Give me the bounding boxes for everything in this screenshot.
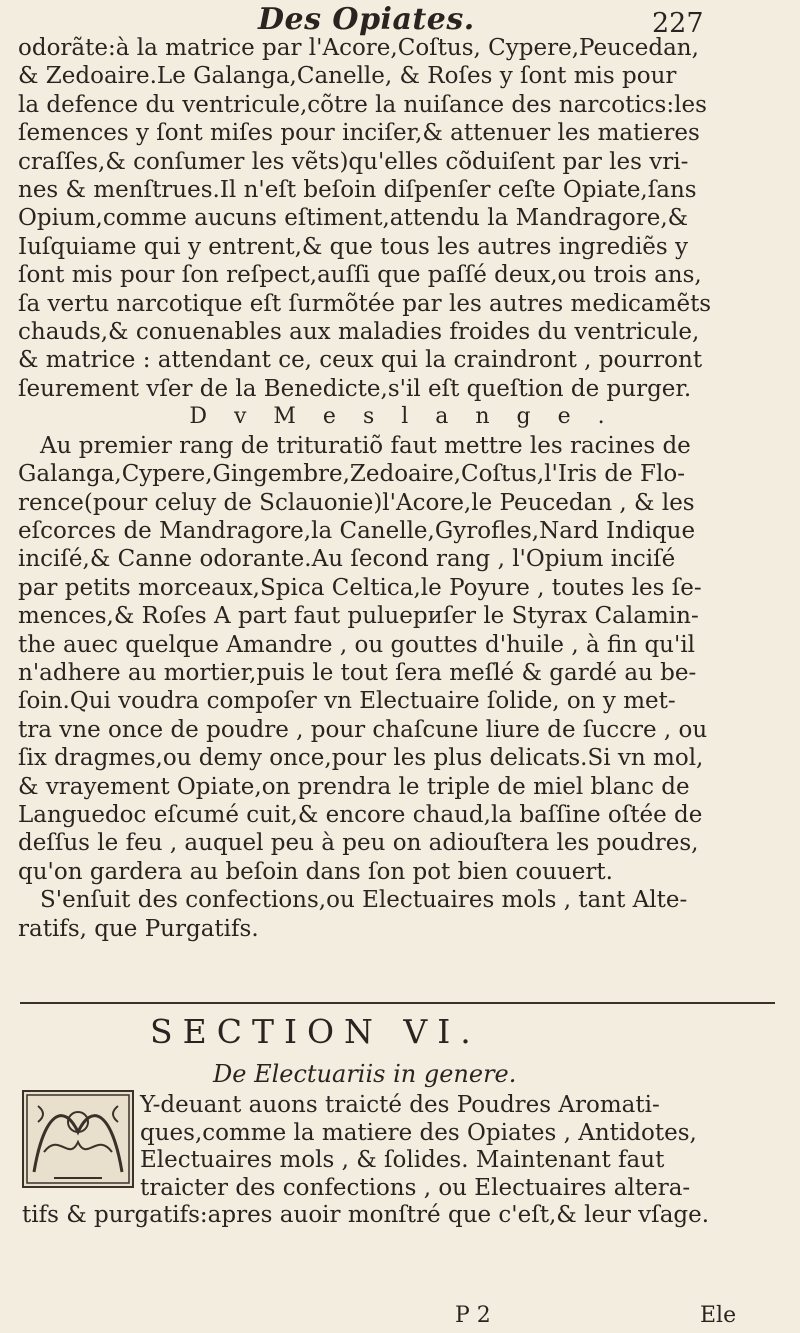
text-line: ſont mis pour ſon reſpect,auſſi que paſſé deux,ou trois ans, <box>18 262 702 289</box>
text-line: ſoin.Qui voudra compoſer vn Electuaire ſolide, on y met- <box>18 688 676 715</box>
text-line: Au premier rang de trituratiõ faut mettre les racines de <box>40 432 691 459</box>
text-line: par petits morceaux,Spica Celtica,le Poyure , toutes les ſe- <box>18 574 702 601</box>
text-line: chauds,& conuenables aux maladies froides du ventricule, <box>18 319 700 346</box>
text-line: eſcorces de Mandragore,la Canelle,Gyrofles,Nard Indique <box>18 517 696 544</box>
section-text <box>22 1092 784 1230</box>
text-line: & Zedoaire.Le Galanga,Canelle, & Roſes y ſont mis pour <box>18 63 677 90</box>
text-line: tifs & purgatifs:apres auoir monſtré que c'eſt,& leur vſage. <box>22 1202 710 1229</box>
text-line: tra vne once de poudre , pour chaſcune liure de ſuccre , ou <box>18 716 708 743</box>
running-title: Des Opiates. <box>258 2 475 37</box>
section-rule <box>20 1002 775 1004</box>
text-line: & matrice : attendant ce, ceux qui la craindront , pourront <box>18 347 703 374</box>
section-title: SECTION VI. <box>150 1012 481 1051</box>
text-line: Iuſquiame qui y entrent,& que tous les autres ingrediẽs y <box>18 233 689 260</box>
text-line: S'enſuit des confections,ou Electuaires mols , tant Alte- <box>40 887 688 914</box>
page-number: 227 <box>652 8 704 39</box>
text-line: Opium,comme aucuns eſtiment,attendu la Mandragore,& <box>18 205 689 232</box>
text-line: craſſes,& conſumer les vẽts)qu'elles cõduiſent par les vri- <box>18 148 689 175</box>
text-line: n'adhere au mortier,puis le tout ſera meſlé & gardé au be- <box>18 659 697 686</box>
text-line: qu'on gardera au beſoin dans ſon pot bien couuert. <box>18 858 613 885</box>
signature-mark: P 2 <box>455 1303 491 1328</box>
text-line: nes & menſtrues.Il n'eſt beſoin diſpenſer ceſte Opiate,ſans <box>18 177 697 204</box>
section-subtitle: De Electuariis in genere. <box>213 1060 517 1088</box>
text-line: & vrayement Opiate,on prendra le triple de miel blanc de <box>18 773 690 800</box>
text-line: ſemences y ſont miſes pour inciſer,& attenuer les matieres <box>18 120 700 147</box>
text-line: ques,comme la matiere des Opiates , Antidotes, <box>140 1119 697 1146</box>
text-line: ratifs, que Purgatifs. <box>18 915 259 942</box>
text-line: Electuaires mols , & ſolides. Maintenant faut <box>140 1147 665 1174</box>
text-line: deſſus le feu , auquel peu à peu on adiouſtera les poudres, <box>18 830 699 857</box>
text-line: the auec quelque Amandre , ou gouttes d'huile , à fin qu'il <box>18 631 696 658</box>
page-footer <box>0 1303 800 1331</box>
text-line: traicter des confections , ou Electuaires altera- <box>140 1174 691 1201</box>
body-text <box>18 34 786 943</box>
catchword: Ele <box>700 1303 737 1328</box>
text-line: Languedoc eſcumé cuit,& encore chaud,la baſſine oſtée de <box>18 801 703 828</box>
text-line: inciſé,& Canne odorante.Au ſecond rang , l'Opium inciſé <box>18 546 676 573</box>
text-line: ſa vertu narcotique eſt ſurmõtée par les autres medicamẽts <box>18 290 712 317</box>
text-line: rence(pour celuy de Sclauonie)l'Acore,le Peucedan , & les <box>18 489 695 516</box>
text-line: odorãte:à la matrice par l'Acore,Coſtus, Cypere,Peucedan, <box>18 35 699 61</box>
text-line: Galanga,Cypere,Gingembre,Zedoaire,Coſtus,l'Iris de Flo- <box>18 461 685 488</box>
subheading: D v M e s l a n g e . <box>189 404 615 430</box>
text-line: mences,& Roſes A part faut puluериſer le Styrax Calamin- <box>18 603 699 630</box>
text-line: Y-deuant auons traicté des Poudres Aromati- <box>140 1092 660 1118</box>
text-line: ſeurement vſer de la Benedicte,s'il eſt queſtion de purger. <box>18 375 692 402</box>
text-line: la defence du ventricule,cõtre la nuiſance des narcotics:les <box>18 91 707 118</box>
text-line: ſix dragmes,ou demy once,pour les plus delicats.Si vn mol, <box>18 745 704 772</box>
